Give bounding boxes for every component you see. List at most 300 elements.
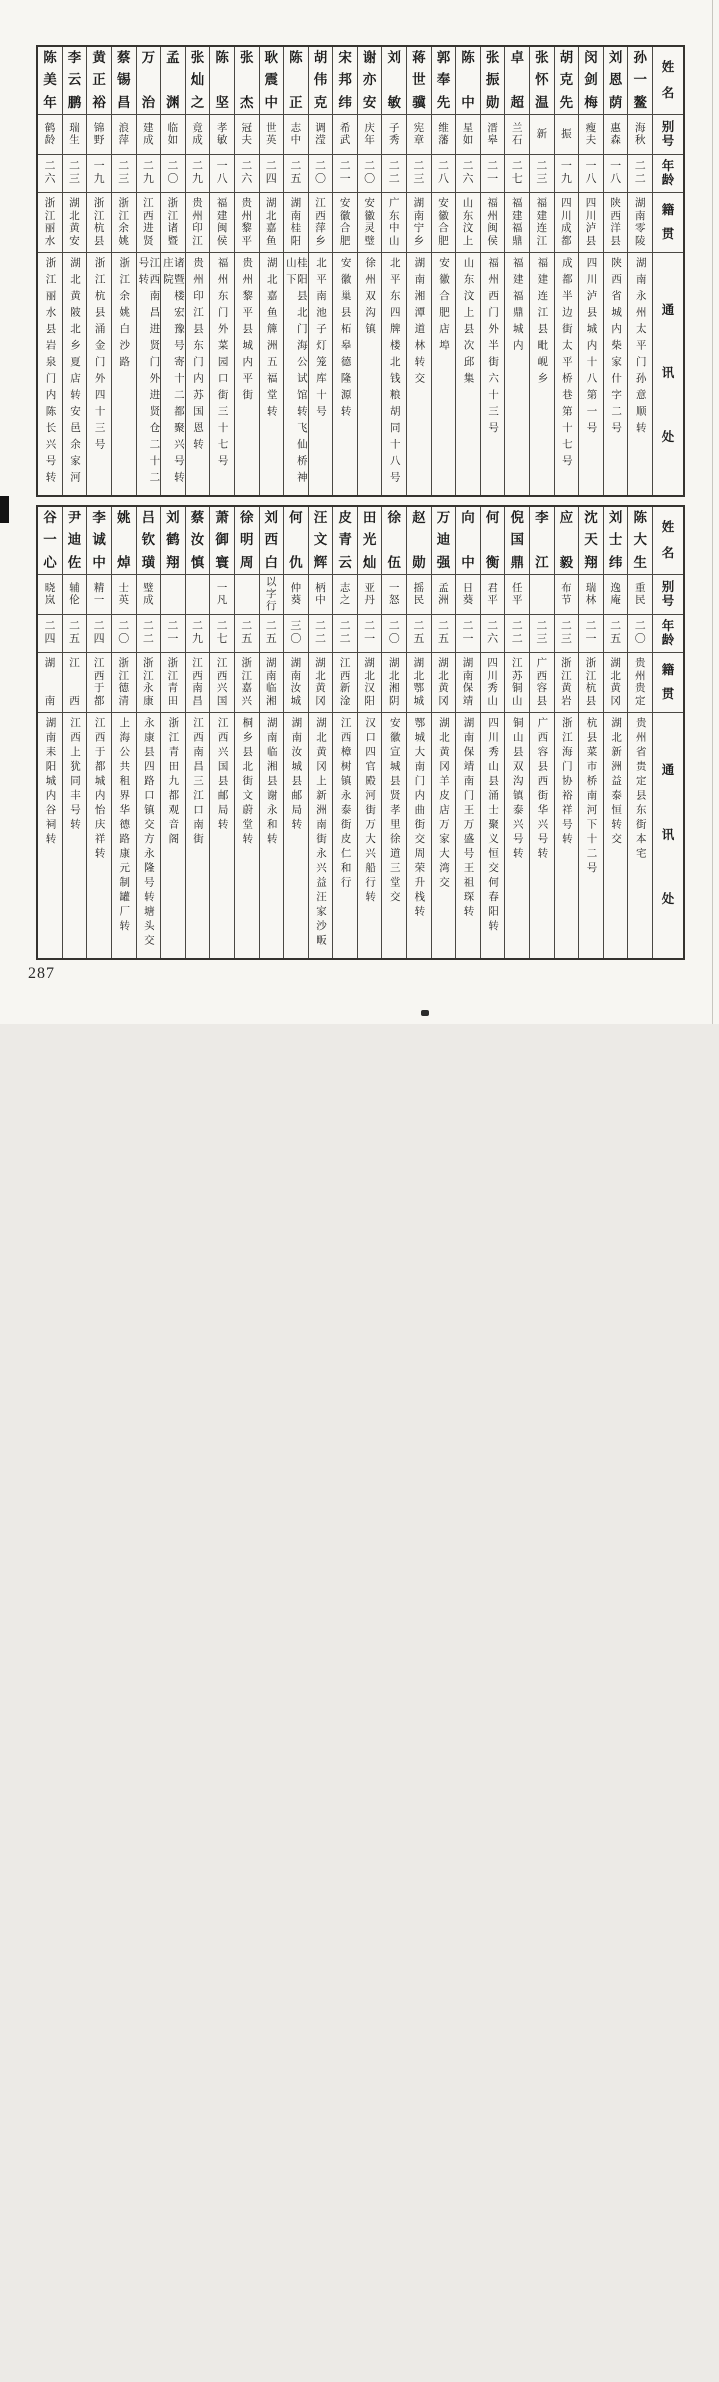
value-alias: 摇 民 [413,582,425,606]
value-address: 江西南昌进贤门外进贤仓二十二号转 [137,257,160,488]
value-name: 田 光 灿 [362,510,377,570]
cell-address [284,713,308,958]
cell-age [505,615,529,653]
cell-address [555,713,579,958]
cell-name [456,507,480,575]
cell-age [382,615,406,653]
cell-age [161,615,185,653]
cell-address [284,253,308,495]
value-name: 何 仇 [289,510,303,570]
cell-age [456,155,480,193]
cell-name [87,507,111,575]
cell-age [87,155,111,193]
cell-alias [604,115,628,155]
value-native: 四 川 秀 山 [487,658,498,707]
table-column [431,47,456,495]
scan-edge-line [712,0,713,1024]
value-alias: 瘦 夫 [585,122,597,146]
cell-alias [530,115,554,155]
cell-native [38,193,62,253]
value-age: 二 五 [241,620,253,645]
value-address: 贵州省贵定县东街本宅 [634,717,646,862]
value-age: 二 四 [93,620,105,645]
table-column [185,47,210,495]
table-column [603,47,628,495]
value-address: 湖南耒阳城内谷祠转 [44,717,56,848]
cell-alias [161,115,185,155]
value-native: 广 西 容 县 [536,658,548,707]
cell-name [87,47,111,115]
header-label-native: 籍 贯 [661,202,675,241]
cell-alias [382,115,406,155]
value-age: 二 〇 [634,620,646,645]
cell-age [309,155,333,193]
cell-native [579,193,603,253]
table-column [62,47,87,495]
cell-address [137,253,161,495]
cell-native [382,193,406,253]
table-column [603,507,628,958]
value-alias [186,575,210,614]
header-cell-name [653,47,683,115]
table-column [332,507,357,958]
value-age: 二 六 [487,620,499,645]
cell-address [432,713,456,958]
value-alias: 士 英 [118,582,129,606]
cell-native [456,193,480,253]
cell-name [210,47,234,115]
table-column [504,507,529,958]
table-column [185,507,210,958]
value-native: 福 州 闽 侯 [487,198,498,247]
cell-address [260,253,284,495]
value-address: 桐乡县北街文蔚堂转 [241,717,253,848]
table-column [627,47,652,495]
cell-age [186,615,210,653]
value-native: 山 东 汶 上 [462,198,474,247]
cell-name [628,507,652,575]
table-column [357,47,382,495]
value-native: 安 徽 灵 璧 [364,198,375,247]
table-column [209,507,234,958]
cell-native [309,193,333,253]
table-column [381,507,406,958]
value-age: 二 二 [634,160,646,185]
cell-native [210,193,234,253]
table-column [209,47,234,495]
cell-native [260,193,284,253]
cell-age [260,155,284,193]
value-address: 永康县四路口镇交方永隆号转塘头交 [142,717,154,949]
cell-alias [505,115,529,155]
cell-alias [87,115,111,155]
table-column [86,47,111,495]
cell-alias [284,115,308,155]
cell-alias [555,575,579,615]
value-age: 二 一 [364,620,376,645]
value-address: 湖北黄冈上新洲南街永兴益汪家沙畈 [314,717,326,949]
cell-address [530,713,554,958]
value-native: 浙 江 杭 县 [585,658,597,707]
value-age: 二 三 [69,160,81,185]
value-alias: 冠 夫 [241,122,252,146]
value-name: 倪 国 鼎 [510,510,524,570]
value-age: 二 五 [610,620,622,645]
cell-address [604,713,628,958]
cell-alias [333,575,357,615]
value-age: 二 〇 [314,160,326,185]
cell-address [628,713,652,958]
value-alias: 璧 成 [143,582,154,606]
value-alias: 鹤 龄 [44,122,56,146]
cell-age [555,155,579,193]
cell-name [260,47,284,115]
table-column [554,507,579,958]
table-column [431,507,456,958]
value-name: 陈 美 年 [43,50,57,110]
value-name: 蒋 世 骥 [412,50,426,110]
value-age: 二 三 [413,160,425,185]
value-age: 二 二 [314,620,326,645]
cell-name [432,47,456,115]
cell-age [210,615,234,653]
value-name: 汪 文 辉 [313,510,328,570]
value-name: 孙 一 鳌 [633,50,647,110]
cell-age [63,155,87,193]
cell-age [407,615,431,653]
value-name: 胡 伟 克 [313,50,328,110]
value-alias [161,575,185,614]
cell-native [604,653,628,713]
cell-alias [481,575,505,615]
cell-name [579,507,603,575]
value-address: 陕西省城内柴家什字二号 [610,257,622,439]
cell-age [309,615,333,653]
cell-native [555,193,579,253]
value-age: 二 五 [290,160,302,185]
cell-alias [358,115,382,155]
cell-address [456,713,480,958]
cell-address [456,253,480,495]
value-age: 二 一 [462,620,474,645]
value-name: 蔡 汝 慎 [190,510,205,570]
cell-alias [505,575,529,615]
value-native: 安 徽 合 肥 [339,198,351,247]
header-cell-alias [653,115,683,155]
value-address: 鄂城大南门内曲街交周荣升栈转 [413,717,425,920]
cell-address [87,253,111,495]
cell-age [112,155,136,193]
value-address: 上海公共租界华德路康元制罐厂转 [118,717,130,935]
value-native: 浙 江 黄 岩 [561,658,572,707]
cell-age [530,155,554,193]
value-native: 浙 江 丽 水 [44,198,56,247]
cell-address [235,253,259,495]
value-native: 贵 州 印 江 [192,198,203,247]
value-name: 谢 亦 安 [362,50,377,110]
cell-alias [628,575,652,615]
cell-native [432,653,456,713]
cell-name [235,507,259,575]
value-address: 福州东门外菜园口街三十七号 [216,257,228,472]
cell-native [333,653,357,713]
value-age: 二 七 [216,620,228,645]
table-column [406,507,431,958]
cell-alias [309,575,333,615]
cell-native [112,653,136,713]
value-alias: 兰 石 [511,122,523,146]
value-name: 万 迪 强 [436,510,451,570]
table-column [455,47,480,495]
value-age: 三 〇 [290,620,302,645]
value-name: 李 诚 中 [92,510,106,570]
cell-age [235,615,259,653]
cell-native [161,653,185,713]
cell-address [530,253,554,495]
value-native: 湖 南 [44,658,56,707]
value-name: 姚 焯 [116,510,131,570]
cell-native [358,653,382,713]
cell-native [137,193,161,253]
cell-native [505,653,529,713]
cell-address [604,253,628,495]
cell-native [530,193,554,253]
cell-alias [260,115,284,155]
table-column [38,47,62,495]
table-column [627,507,652,958]
value-native: 湖 北 黄 冈 [610,658,621,707]
value-native: 福 建 连 江 [536,198,548,247]
cell-alias [579,575,603,615]
value-age: 二 一 [585,620,597,645]
value-name: 陈 大 生 [633,510,647,570]
cell-alias [161,575,185,615]
value-native: 陕 西 洋 县 [610,198,621,247]
value-alias: 世 英 [266,122,277,146]
value-age: 二 〇 [167,160,179,185]
cell-native [505,193,529,253]
value-alias: 调 滢 [315,122,326,146]
table-column [136,47,161,495]
value-address: 湖南湘潭道林转交 [413,257,425,389]
cell-name [333,47,357,115]
value-address: 山东汶上县次邱集 [462,257,474,389]
cell-name [284,507,308,575]
value-address: 贵州黎平县城内平街 [241,257,253,406]
cell-address [186,253,210,495]
cell-alias [235,115,259,155]
value-name: 应 毅 [559,510,574,570]
cell-name [260,507,284,575]
value-name: 何 衡 [485,510,500,570]
value-age: 二 三 [118,160,130,185]
table-column [160,507,185,958]
value-name: 谷 一 心 [43,510,57,570]
table-column [234,507,259,958]
value-native: 浙 江 德 清 [118,658,129,707]
cell-address [235,713,259,958]
cell-age [112,615,136,653]
value-address: 成都半边街太平桥巷第十七号 [560,257,572,472]
cell-name [358,507,382,575]
cell-alias [604,575,628,615]
document-page [0,0,719,1024]
cell-address [210,253,234,495]
cell-age [38,155,62,193]
value-address: 浙江余姚白沙路 [118,257,130,373]
cell-name [112,507,136,575]
cell-native [358,193,382,253]
header-column [652,507,683,958]
table-column [86,507,111,958]
value-native: 福 建 福 鼎 [511,198,523,247]
value-address: 四川秀山县涌士聚义恒交何春阳转 [487,717,499,935]
value-age: 二 三 [560,620,572,645]
cell-address [38,713,62,958]
value-name: 皮 青 云 [338,510,352,570]
table-column [234,47,259,495]
value-name: 沈 天 翔 [584,510,598,570]
value-address: 湖南汝城县邮局转 [290,717,302,833]
value-address: 浙江丽水县岩泉门内陈长兴号转 [44,257,56,488]
cell-alias [456,115,480,155]
value-age: 二 一 [339,160,351,185]
value-alias: 庆 年 [364,122,375,146]
value-address: 汉口四官殿河街万大兴船行转 [364,717,376,906]
cell-address [161,253,185,495]
value-address: 江西于都城内怡庆祥转 [93,717,105,862]
value-native: 福 建 闽 侯 [216,198,228,247]
page-number: 287 [28,965,55,982]
cell-alias [210,115,234,155]
value-address: 浙江杭县涌金门外四十三号 [93,257,105,455]
value-address: 江西樟树镇永泰街皮仁和行 [339,717,351,891]
cell-address [481,253,505,495]
value-alias: 君 平 [487,582,498,606]
value-native: 贵 州 贵 定 [634,658,646,707]
cell-native [87,653,111,713]
value-address: 四川泸县城内十八第一号 [585,257,597,439]
value-address: 江西上犹同丰号转 [69,717,81,833]
cell-native [382,653,406,713]
value-native: 浙 江 永 康 [143,658,154,707]
value-native: 贵 州 黎 平 [241,198,252,247]
cell-alias [456,575,480,615]
value-age: 二 四 [265,160,277,185]
cell-address [481,713,505,958]
cell-age [161,155,185,193]
cell-name [505,47,529,115]
value-name: 刘 敏 [387,50,402,110]
value-name: 黄 正 裕 [92,50,106,110]
value-native: 湖 南 汝 城 [290,658,302,707]
value-native: 江 西 [69,658,80,707]
value-age: 二 二 [511,620,523,645]
value-name: 卓 超 [510,50,524,110]
value-address: 安徽巢县柘皋德隆源转 [339,257,351,422]
value-address: 湖北新洲益泰恒转交 [610,717,622,848]
value-native: 湖 南 零 陵 [634,198,646,247]
cell-alias [432,115,456,155]
cell-alias [628,115,652,155]
value-alias: 晓 岚 [44,582,56,606]
cell-address [38,253,62,495]
header-cell-alias [653,575,683,615]
cell-alias [137,575,161,615]
cell-address [210,713,234,958]
cell-age [481,155,505,193]
cell-age [358,615,382,653]
value-name: 吕 钦 璜 [141,510,156,570]
value-name: 刘 恩 荫 [608,50,623,110]
cell-native [260,653,284,713]
header-cell-age [653,615,683,653]
table-column [283,47,308,495]
cell-age [579,615,603,653]
value-native: 江 西 兴 国 [216,658,228,707]
value-address: 贵州印江县东门内苏国恩转 [192,257,204,455]
table-column [480,507,505,958]
cell-address [358,253,382,495]
value-alias [235,575,259,614]
value-age: 二 三 [536,160,548,185]
value-age: 一 九 [93,160,105,185]
header-label-age: 年 龄 [661,158,675,187]
value-age: 二 〇 [118,620,130,645]
value-alias: 仲 葵 [290,582,302,606]
cell-name [137,507,161,575]
cell-age [358,155,382,193]
value-age: 二 六 [462,160,474,185]
value-age: 二 二 [142,620,154,645]
cell-name [161,47,185,115]
cell-native [481,653,505,713]
value-alias: 布 节 [561,582,572,606]
value-address: 浙江海门协裕祥号转 [560,717,572,848]
header-label-name: 姓 名 [661,519,675,561]
cell-age [604,615,628,653]
cell-age [333,155,357,193]
cell-native [63,193,87,253]
value-alias: 振 [561,128,572,140]
value-native: 浙 江 余 姚 [118,198,129,247]
value-address: 北平南池子灯笼库十号 [314,257,326,422]
cell-name [481,507,505,575]
value-alias: 日 葵 [462,582,474,606]
cell-address [432,253,456,495]
value-native: 江 西 萍 乡 [315,198,326,247]
cell-native [161,193,185,253]
value-native: 湖 北 黄 冈 [438,658,449,707]
value-native: 浙 江 青 田 [167,658,179,707]
cell-alias [260,575,284,615]
value-native: 湖 北 湘 阴 [389,658,400,707]
value-native: 湖 北 鄂 城 [413,658,425,707]
value-address: 湖北嘉鱼簰洲五福堂转 [265,257,277,422]
value-native: 江 西 进 贤 [143,198,154,247]
cell-age [137,155,161,193]
cell-name [210,507,234,575]
value-address: 湖南保靖南门王万盛号王祖琛转 [462,717,474,920]
value-name: 郭 奉 先 [436,50,451,110]
cell-name [112,47,136,115]
cell-name [604,507,628,575]
cell-native [481,193,505,253]
value-age: 二 六 [241,160,253,185]
value-alias: 星 如 [462,122,474,146]
value-alias: 志 中 [290,122,302,146]
value-name: 胡 克 先 [559,50,574,110]
